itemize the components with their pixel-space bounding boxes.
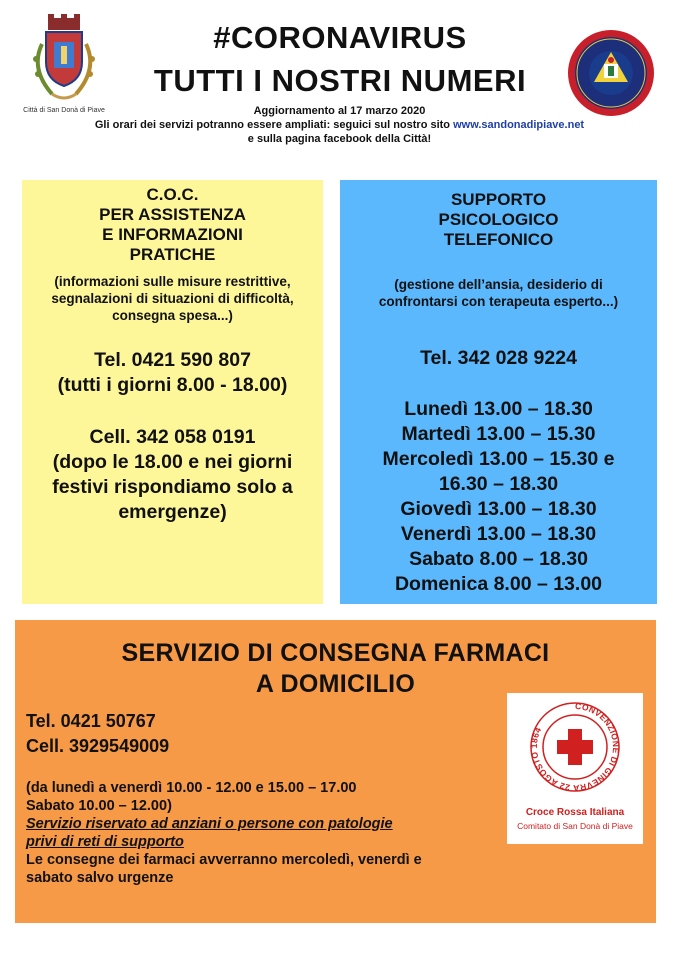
list-item: Domenica 8.00 – 13.00 <box>394 573 603 595</box>
pharmacy-details: (da lunedì a venerdì 10.00 - 12.00 e 15.00 – 17.00 Sabato 10.00 – 12.00) Servizio riservato ad anziani o persone con patologie privi di reti di supporto Le consegne dei farmaci avverranno mercoledì, venerdì e sabato salvo urgenze <box>26 779 546 887</box>
coc-telephone <box>22 348 323 398</box>
update-date: Aggiornamento al 17 marzo 2020 <box>253 105 426 117</box>
restriction-note: Servizio riservato ad anziani o persone con patologie <box>26 816 393 832</box>
list-item: Martedì 13.00 – 15.30 <box>401 423 596 445</box>
page-subtitle: TUTTI I NOSTRI NUMERI <box>153 63 527 98</box>
coc-description: (informazioni sulle misure restrittive, segnalazioni di situazioni di difficoltà, consegna spesa...) <box>51 274 294 323</box>
red-cross-committee: Comitato di San Donà di Piave <box>517 821 633 831</box>
page-title: #CORONAVIRUS <box>213 20 467 55</box>
restriction-note: privi di reti di supporto <box>26 834 184 850</box>
coc-cell-number[interactable]: Cell. 342 058 0191 <box>89 426 256 448</box>
pharmacy-phones <box>26 709 169 759</box>
website-link[interactable]: www.sandonadipiave.net <box>453 119 585 131</box>
svg-text:CONVENZIONE DI GINEVRA 22 AGOS: CONVENZIONE DI GINEVRA 22 AGOSTO 1864 <box>528 700 622 794</box>
red-cross-name: Croce Rossa Italiana <box>525 807 625 818</box>
list-item: Lunedì 13.00 – 18.30 <box>404 398 593 420</box>
psychological-support-box <box>340 180 657 604</box>
coc-tel-number[interactable]: Tel. 0421 590 807 <box>94 349 251 371</box>
red-cross-logo <box>507 693 643 844</box>
civil-protection-badge-icon <box>566 28 656 118</box>
facebook-note: e sulla pagina facebook della Città! <box>247 133 432 145</box>
list-item: Sabato 8.00 – 18.30 <box>409 548 588 570</box>
coc-title: C.O.C. PER ASSISTENZA E INFORMAZIONI PRATICHE <box>99 185 246 264</box>
support-tel-number[interactable]: Tel. 342 028 9224 <box>420 347 577 369</box>
red-cross-emblem-icon <box>507 693 643 805</box>
crest-caption: Città di San Donà di Piave <box>23 107 105 114</box>
coc-assistance-box <box>22 180 323 604</box>
list-item: Giovedì 13.00 – 18.30 <box>400 498 597 520</box>
pharmacy-cell-number[interactable]: Cell. 3929549009 <box>26 736 170 756</box>
list-item: Venerdì 13.00 – 18.30 <box>400 523 597 545</box>
support-hours-list <box>340 397 657 597</box>
support-description: (gestione dell’ansia, desiderio di confrontarsi con terapeuta esperto...) <box>378 277 619 309</box>
schedule-note: Gli orari dei servizi potranno essere ampliati: seguici sul nostro sito www.sandonadipiave.net <box>94 119 585 131</box>
pharmacy-title: SERVIZIO DI CONSEGNA FARMACI A DOMICILIO <box>121 639 550 698</box>
coc-cellphone: Cell. 342 058 0191 (dopo le 18.00 e nei giorni festivi rispondiamo solo a emergenze) <box>22 425 323 525</box>
list-item: 16.30 – 18.30 <box>438 473 559 495</box>
pharmacy-delivery-box <box>15 620 656 923</box>
pharmacy-tel-number[interactable]: Tel. 0421 50767 <box>26 711 156 731</box>
support-title: SUPPORTO PSICOLOGICO TELEFONICO <box>438 190 559 249</box>
list-item: Mercoledì 13.00 – 15.30 e <box>382 448 615 470</box>
coc-tel-hours: (tutti i giorni 8.00 - 18.00) <box>57 374 288 396</box>
